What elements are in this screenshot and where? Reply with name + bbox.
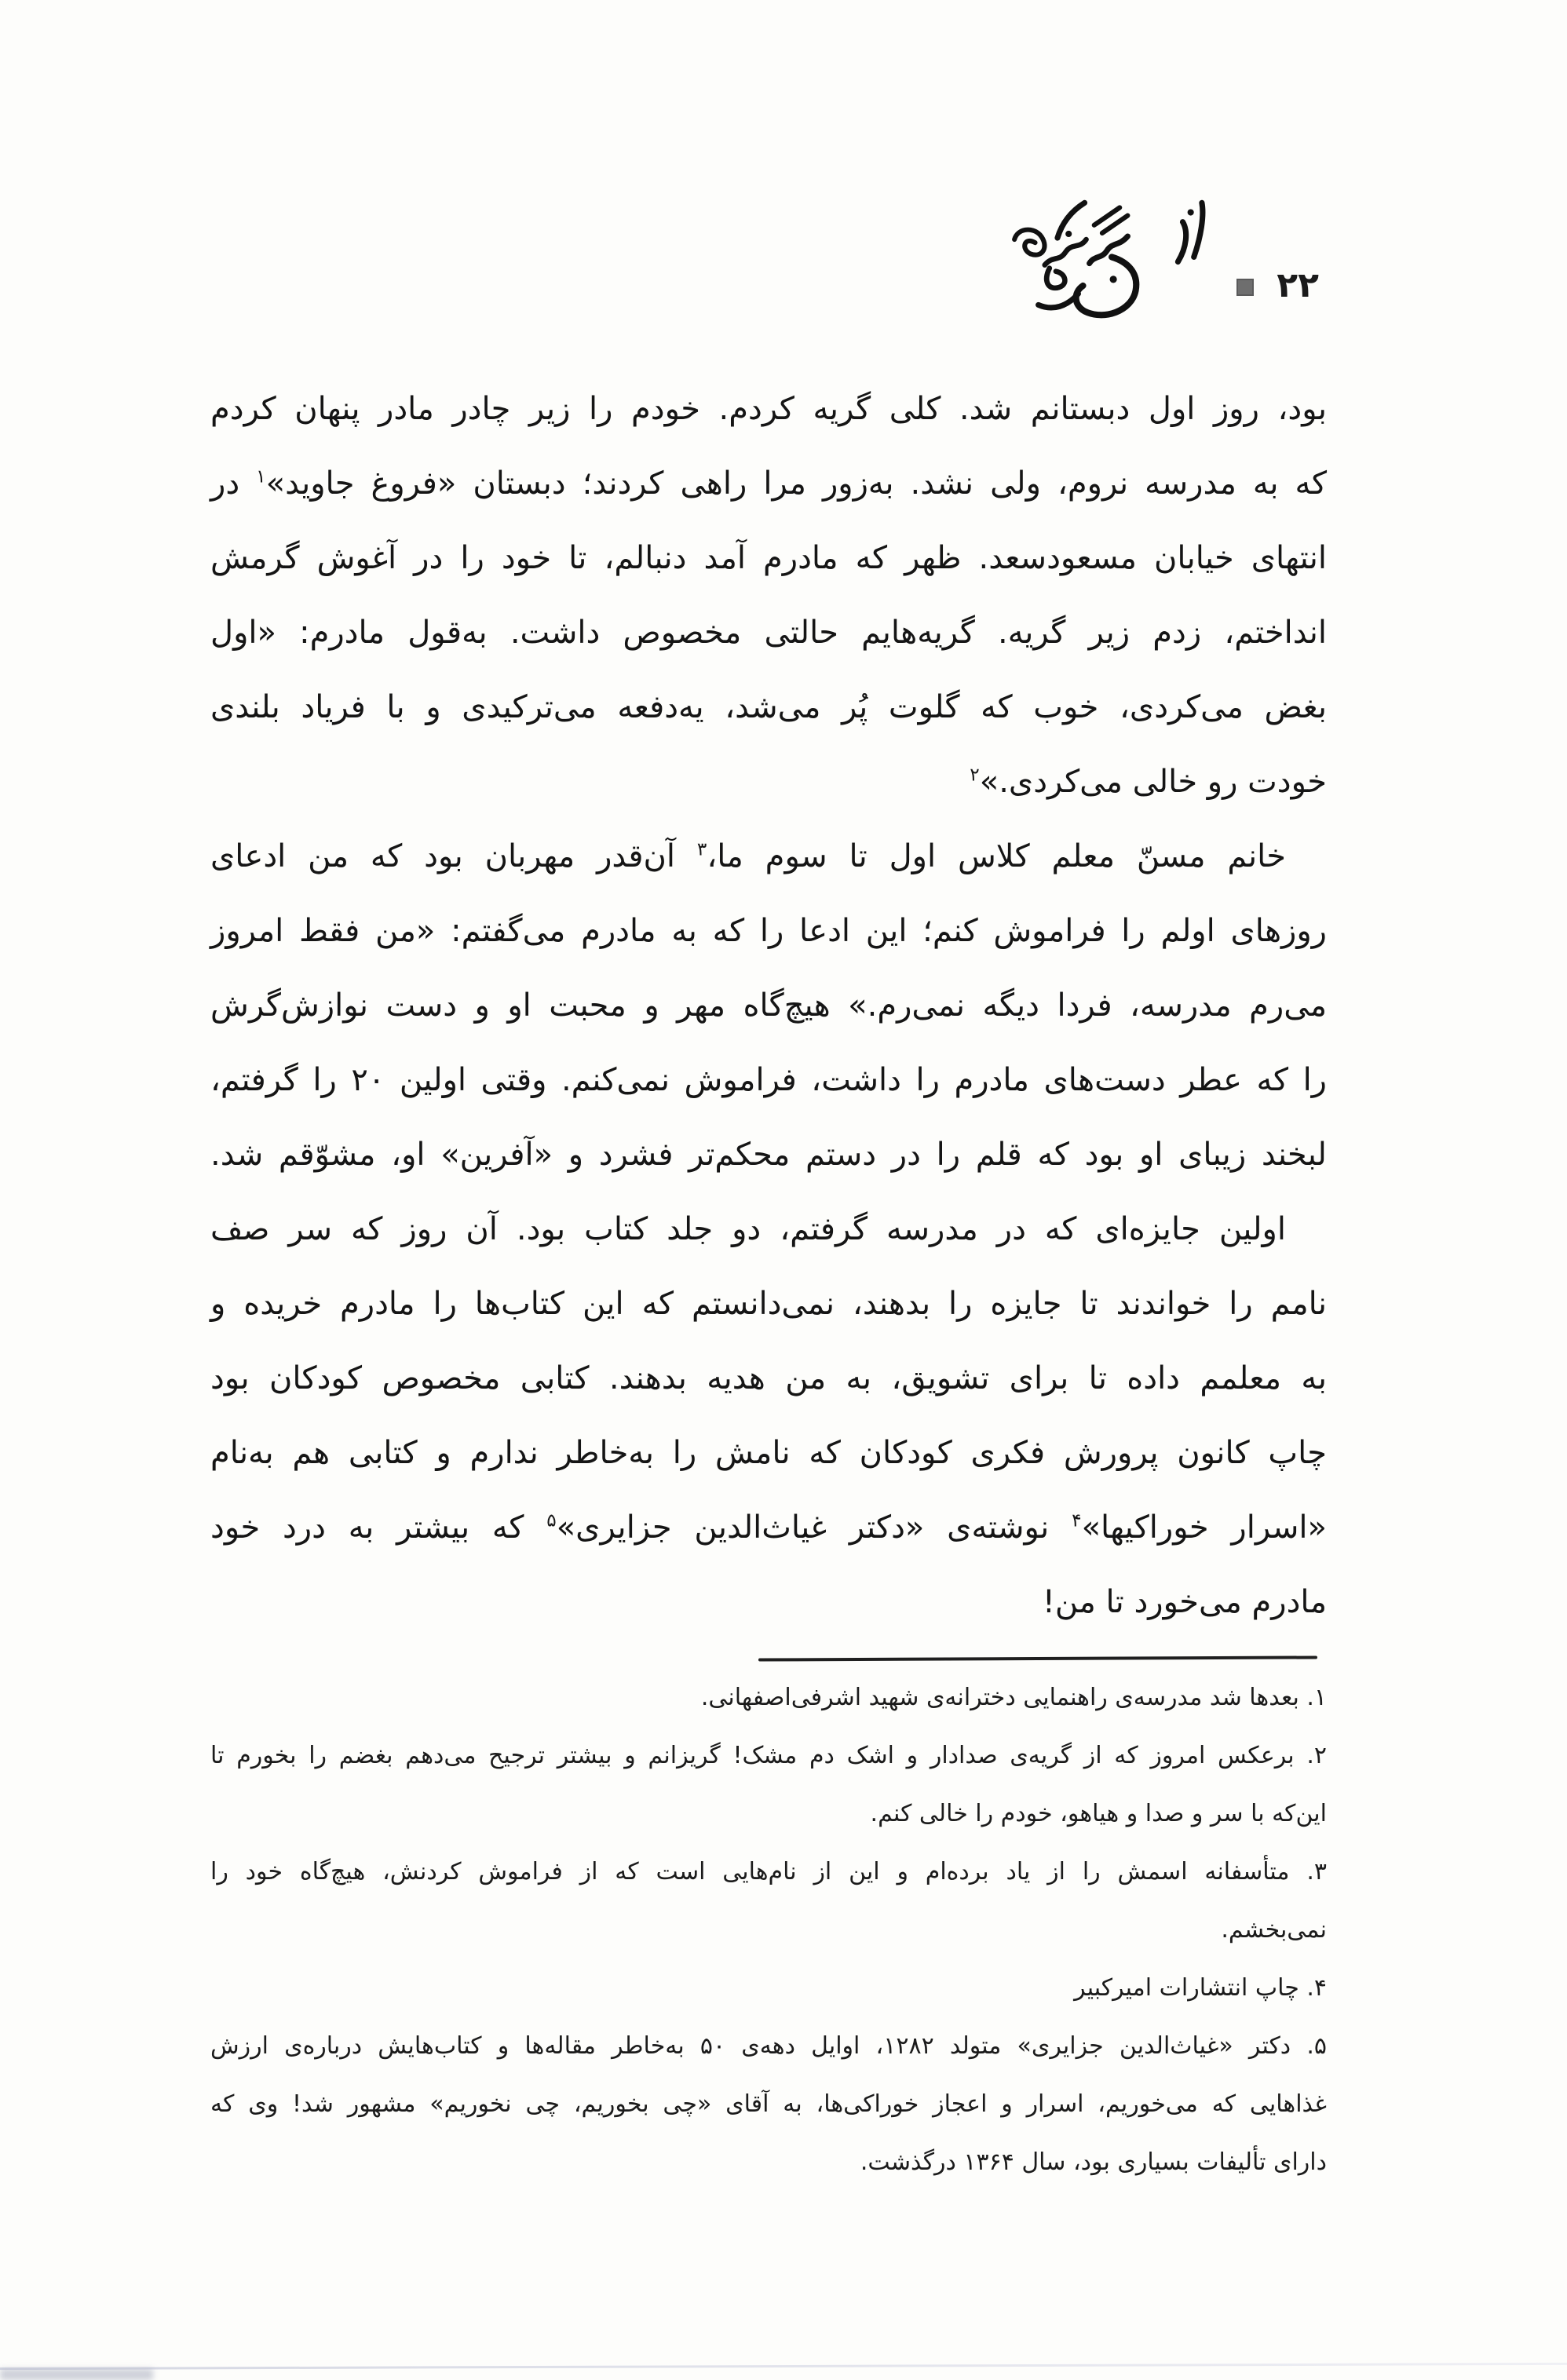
body-text-line: بود، روز اول دبستانم شد. کلی گریه کردم. خودم را زیر چادر مادر پنهان کردم [210,391,1327,427]
body-text-line: را که عطر دست‌های مادرم را داشت، فراموش نمی‌کنم. وقتی اولین ۲۰ را گرفتم، [210,1062,1327,1098]
header-separator-square [1236,279,1254,296]
scan-corner-shadow [0,2369,153,2380]
body-text-line: به معلمم داده تا برای تشویق، به من هدیه بدهند. کتابی مخصوص کودکان بود [210,1360,1327,1396]
body-text-line: انداختم، زدم زیر گریه. گریه‌هایم حالتی مخصوص داشت. به‌قول مادرم: «اول [210,615,1327,651]
body-text-line: روزهای اولم را فراموش کنم؛ این ادعا را که به مادرم می‌گفتم: «من فقط امروز [210,913,1327,949]
footnote-line: ۲. برعکس امروز که از گریه‌ی صدادار و اشک دم مشک! گریزانم و بیشتر ترجیح می‌دهم بغضم را بخورم تا [210,1742,1327,1769]
footnote-line: ۵. دکتر «غیاث‌الدین جزایری» متولد ۱۲۸۲، اوایل دهه‌ی ۵۰ به‌خاطر مقاله‌ها و کتاب‌هایش درباره‌ی ارزش [210,2032,1327,2060]
body-text-line: خانم مسنّ معلم کلاس اول تا سوم ما،$^۳$ آن‌قدر مهربان بود که من ادعای [210,838,1286,874]
footnotes [210,1669,1327,2192]
footnote-line: ۱. بعدها شد مدرسه‌ی راهنمایی دخترانه‌ی شهید اشرفی‌اصفهانی. [700,1684,1327,1711]
book-title-calligraphy [1008,195,1207,327]
body-text-line: می‌رم مدرسه، فردا دیگه نمی‌رم.» هیچ‌گاه مهر و محبت او و دست نوازش‌گرش [210,987,1327,1024]
scan-page-edge [0,2363,1567,2370]
body-text-line: مادرم می‌خورد تا من! [1042,1584,1327,1620]
footnote-line: این‌که با سر و صدا و هیاهو، خودم را خالی کنم. [870,1800,1327,1827]
footnote-line: ۳. متأسفانه اسمش را از یاد برده‌ام و این از نام‌هایی است که از فراموش کردنش، هیچ‌گاه خود را [210,1858,1327,1885]
body-text-line: خودت رو خالی می‌کردی.»$^۲$ [970,764,1327,800]
body-text-line: چاپ کانون پرورش فکری کودکان که نامش را به‌خاطر ندارم و کتابی هم به‌نام [210,1435,1327,1471]
body-text-line: که به مدرسه نروم، ولی نشد. به‌زور مرا راهی کردند؛ دبستان «فروغ جاوید»$^۱$ در [210,465,1327,502]
body-text-line: بغض می‌کردی، خوب که گلوت پُر می‌شد، یه‌دفعه می‌ترکیدی و با فریاد بلندی [210,689,1327,725]
footnote-line: دارای تألیفات بسیاری بود، سال ۱۳۶۴ درگذشت. [860,2148,1327,2176]
footnote-line: ۴. چاپ انتشارات امیرکبیر [1074,1974,1327,2002]
body-text-line: «اسرار خوراکیها»$^۴$ نوشته‌ی «دکتر غیاث‌الدین جزایری»$^۵$ که بیشتر به درد خود [210,1509,1328,1546]
footnote-line: غذاهایی که می‌خوریم، اسرار و اعجاز خوراکی‌ها، به آقای «چی بخوریم، چی نخوریم» مشهور شد! وی که [210,2090,1327,2118]
body-text-line: اولین جایزه‌ای که در مدرسه گرفتم، دو جلد کتاب بود. آن روز که سر صف [210,1211,1286,1247]
page-number: ۲۲ [1277,265,1319,305]
body-text-line: نامم را خواندند تا جایزه را بدهند، نمی‌دانستم که این کتاب‌ها را مادرم خریده و [210,1286,1327,1322]
body-text-line: انتهای خیابان مسعودسعد. ظهر که مادرم آمد دنبالم، تا خود را در آغوش گرمش [210,540,1327,576]
body-text-line: لبخند زیبای او بود که قلم را در دستم محکم‌تر فشرد و «آفرین» او، مشوّقم شد. [210,1137,1327,1173]
body-text [210,372,1327,1640]
footnote-line: نمی‌بخشم. [1221,1916,1327,1944]
footnote-rule [758,1655,1317,1661]
